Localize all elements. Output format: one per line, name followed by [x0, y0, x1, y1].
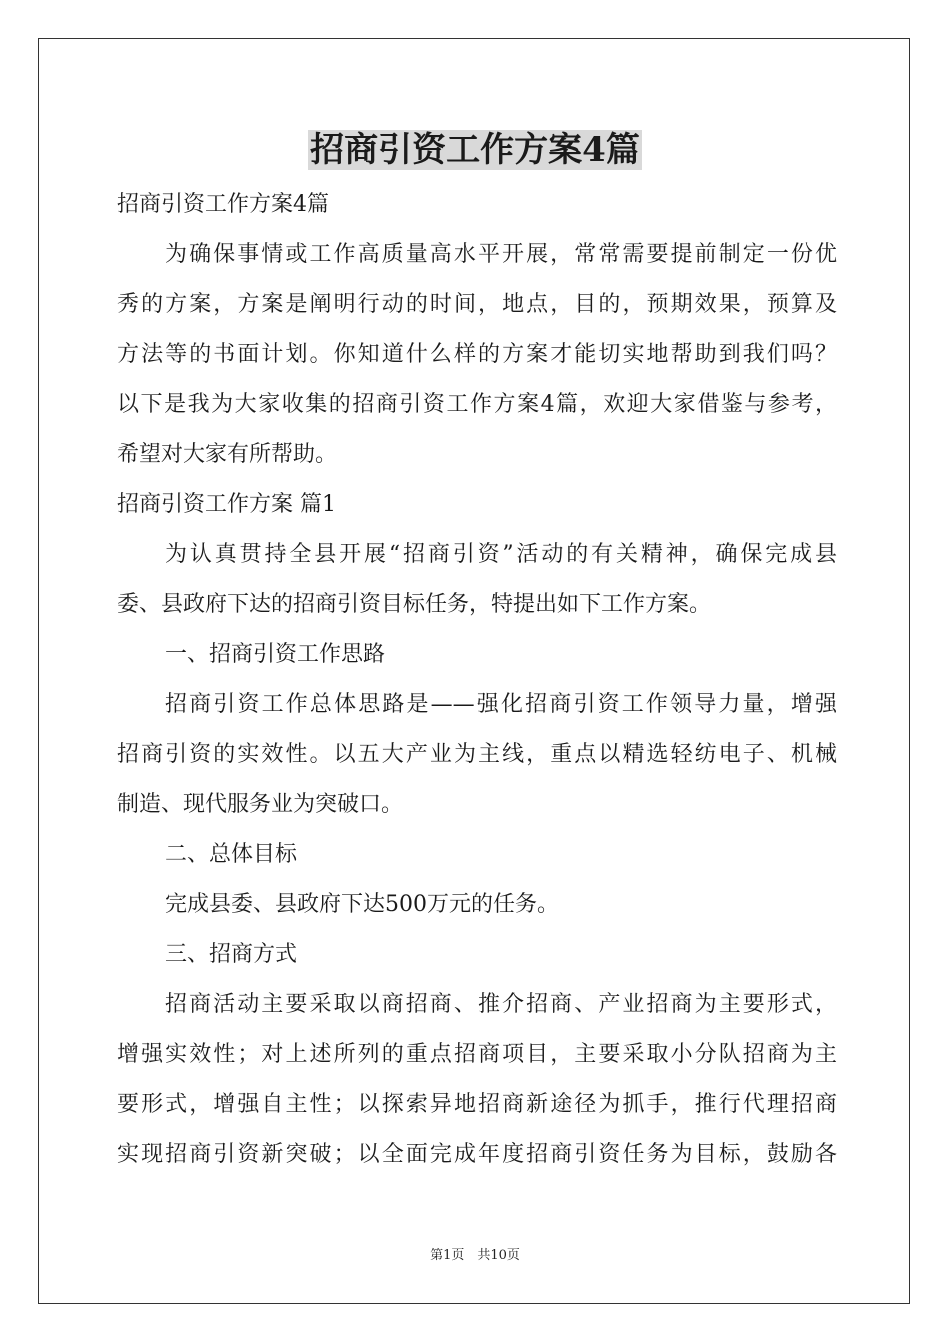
body-line: 要形式，增强自主性；以探索异地招商新途径为抓手，推行代理招商 [117, 1092, 837, 1117]
body-line: 制造、现代服务业为突破口。 [117, 792, 404, 817]
page-number: 第1页 共10页 [430, 1248, 520, 1263]
page-footer [0, 1246, 950, 1266]
body-line: 秀的方案，方案是阐明行动的时间，地点，目的，预期效果，预算及 [117, 292, 837, 317]
body-line: 希望对大家有所帮助。 [117, 442, 338, 467]
document-title [0, 128, 950, 172]
section-heading-method: 三、招商方式 [165, 942, 298, 967]
section-heading-ideas: 一、招商引资工作思路 [165, 642, 386, 667]
body-line: 完成县委、县政府下达500万元的任务。 [165, 892, 559, 917]
body-line: 招商引资工作总体思路是——强化招商引资工作领导力量，增强 [165, 692, 837, 717]
body-line: 为确保事情或工作高质量高水平开展，常常需要提前制定一份优 [165, 242, 837, 267]
body-line: 增强实效性；对上述所列的重点招商项目，主要采取小分队招商为主 [117, 1042, 837, 1067]
body-line: 实现招商引资新突破；以全面完成年度招商引资任务为目标，鼓励各 [117, 1142, 837, 1167]
body-line: 以下是我为大家收集的招商引资工作方案4篇，欢迎大家借鉴与参考， [117, 392, 837, 417]
body-line-subtitle: 招商引资工作方案4篇 [117, 192, 329, 217]
body-line: 招商引资的实效性。以五大产业为主线，重点以精选轻纺电子、机械 [117, 742, 837, 767]
document-title-text: 招商引资工作方案4篇 [310, 130, 640, 170]
document-body [117, 180, 837, 1180]
body-line: 为认真贯持全县开展“招商引资”活动的有关精神，确保完成县 [165, 542, 837, 567]
body-line: 招商活动主要采取以商招商、推介招商、产业招商为主要形式， [165, 992, 837, 1017]
body-line: 方法等的书面计划。你知道什么样的方案才能切实地帮助到我们吗？ [117, 342, 837, 367]
body-line: 委、县政府下达的招商引资目标任务，特提出如下工作方案。 [117, 592, 712, 617]
section-heading-part1: 招商引资工作方案 篇1 [117, 492, 336, 517]
section-heading-goal: 二、总体目标 [165, 842, 298, 867]
